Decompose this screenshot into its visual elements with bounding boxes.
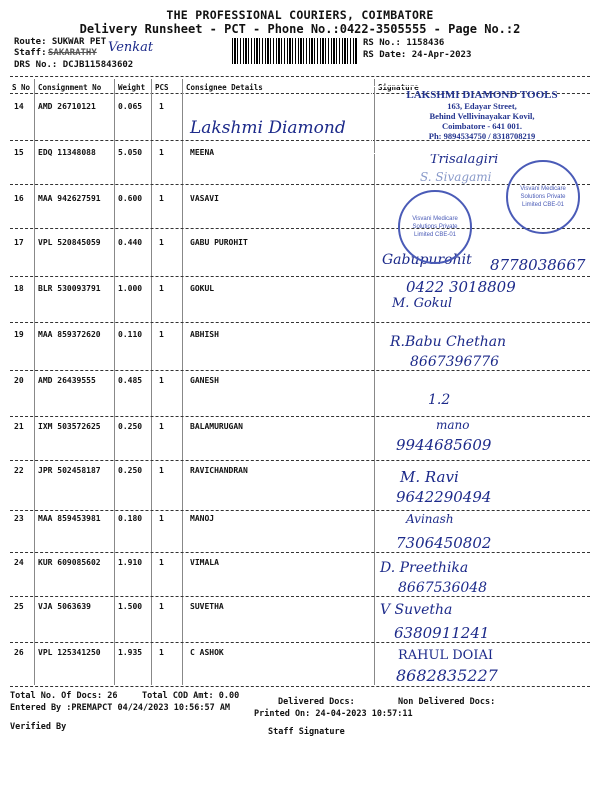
grid-line — [151, 79, 152, 685]
company-title: THE PROFESSIONAL COURIERS, COIMBATORE — [166, 8, 434, 22]
row-signature: V Suvetha — [380, 602, 453, 618]
rs-date: RS Date: 24-Apr-2023 — [363, 50, 472, 60]
row-consignee: SUVETHA — [190, 602, 224, 611]
row-pcs: 1 — [159, 284, 164, 293]
row-signature-2: S. Sivagami — [420, 170, 492, 184]
row-signature-2: 9642290494 — [396, 488, 492, 506]
row-divider — [10, 416, 590, 417]
row-sno: 21 — [14, 422, 24, 431]
col-sno: S No — [12, 83, 31, 92]
row-signature: Gabupurohit — [382, 252, 472, 268]
rs-number: RS No.: 1158436 — [363, 38, 445, 48]
row-divider — [10, 510, 590, 511]
row-weight: 0.250 — [118, 466, 143, 475]
row-sno: 25 — [14, 602, 24, 611]
row-consignee: VIMALA — [190, 558, 219, 567]
row-consignee: ABHISH — [190, 330, 219, 339]
verified-by: Verified By — [10, 722, 67, 732]
row-consignment: AMD 26710121 — [38, 102, 96, 111]
row-signature-2: 8778038667 — [490, 256, 586, 274]
row-consignment: EDQ 11348088 — [38, 148, 96, 157]
row-consignment: KUR 609085602 — [38, 558, 101, 567]
table-bottom-divider — [10, 686, 590, 687]
row-weight: 1.000 — [118, 284, 143, 293]
drs-number: DRS No.: DCJB115843602 — [14, 60, 134, 70]
row-signature: mano — [436, 418, 470, 432]
row-pcs: 1 — [159, 466, 164, 475]
row-weight: 0.180 — [118, 514, 143, 523]
row-sno: 14 — [14, 102, 24, 111]
row-consignee: MEENA — [190, 148, 215, 157]
row-divider — [10, 322, 590, 323]
row-divider — [10, 596, 590, 597]
staff-label: Staff: — [14, 48, 47, 58]
row-signature: Lakshmi Diamond — [190, 118, 346, 138]
row-pcs: 1 — [159, 514, 164, 523]
stamp-line: LAKSHMI DIAMOND TOOLS — [406, 89, 558, 101]
row-pcs: 1 — [159, 102, 164, 111]
row-divider — [10, 184, 590, 185]
row-consignment: MAA 859372620 — [38, 330, 101, 339]
total-docs: Total No. Of Docs: 26 — [10, 691, 118, 701]
row-consignment: IXM 503572625 — [38, 422, 101, 431]
row-pcs: 1 — [159, 376, 164, 385]
row-divider — [10, 370, 590, 371]
row-weight: 0.110 — [118, 330, 143, 339]
row-consignment: VPL 520845059 — [38, 238, 101, 247]
round-seal — [506, 160, 580, 234]
row-sno: 16 — [14, 194, 24, 203]
row-divider — [10, 642, 590, 643]
round-seal — [398, 190, 472, 264]
row-weight: 0.440 — [118, 238, 143, 247]
runsheet-title: Delivery Runsheet - PCT - Phone No.:0422-3505555 - Page No.:2 — [79, 22, 521, 36]
stamp-line: Ph: 9894534750 / 8318708219 — [428, 131, 536, 141]
row-weight: 0.485 — [118, 376, 143, 385]
row-sno: 24 — [14, 558, 24, 567]
seal-text: Visvani Medicare Solutions Private Limited CBE-01 — [412, 216, 458, 238]
row-sno: 19 — [14, 330, 24, 339]
row-weight: 0.600 — [118, 194, 143, 203]
row-consignee: C ASHOK — [190, 648, 224, 657]
row-consignee: GANESH — [190, 376, 219, 385]
row-signature-2: 8682835227 — [396, 666, 498, 685]
grid-line — [114, 79, 115, 685]
row-sno: 20 — [14, 376, 24, 385]
col-weight: Weight — [118, 83, 146, 92]
row-consignee: MANOJ — [190, 514, 215, 523]
non-delivered-docs: Non Delivered Docs: — [398, 697, 496, 707]
grid-line — [182, 79, 183, 685]
row-sno: 15 — [14, 148, 24, 157]
row-pcs: 1 — [159, 602, 164, 611]
seal-text: Visvani Medicare Solutions Private Limited CBE-01 — [520, 186, 566, 208]
grid-line — [34, 79, 35, 685]
row-signature: D. Preethika — [380, 560, 469, 576]
row-signature: M. Ravi — [400, 468, 459, 486]
row-consignment: MAA 942627591 — [38, 194, 101, 203]
row-consignment: AMD 26439555 — [38, 376, 96, 385]
row-weight: 1.935 — [118, 648, 143, 657]
col-signature: Signature — [378, 83, 419, 92]
row-weight: 1.910 — [118, 558, 143, 567]
row-sno: 18 — [14, 284, 24, 293]
entered-by: Entered By :PREMAPCT 04/24/2023 10:56:57 AM — [10, 703, 231, 713]
row-signature: Avinash — [406, 512, 454, 526]
route-label: Route: SUKWAR PET — [14, 37, 107, 47]
company-stamp — [372, 86, 592, 154]
delivered-docs: Delivered Docs: — [278, 697, 355, 707]
row-signature: Trisalagiri — [430, 152, 499, 167]
stamp-line: Coimbatore - 641 001. — [441, 121, 523, 131]
row-signature: RAHUL DOIAI — [398, 648, 493, 663]
row-consignment: JPR 502458187 — [38, 466, 101, 475]
row-signature: 0422 3018809 — [406, 278, 516, 296]
row-consignee: RAVICHANDRAN — [190, 466, 248, 475]
row-divider — [10, 552, 590, 553]
printed-on: Printed On: 24-04-2023 10:57:11 — [254, 709, 413, 719]
row-consignee: BALAMURUGAN — [190, 422, 243, 431]
row-sno: 23 — [14, 514, 24, 523]
row-pcs: 1 — [159, 148, 164, 157]
row-signature: R.Babu Chethan — [390, 334, 507, 350]
row-consignee: VASAVI — [190, 194, 219, 203]
row-pcs: 1 — [159, 558, 164, 567]
row-signature-2: 6380911241 — [394, 624, 490, 642]
row-pcs: 1 — [159, 422, 164, 431]
row-pcs: 1 — [159, 238, 164, 247]
row-weight: 0.065 — [118, 102, 143, 111]
row-signature-2: 8667536048 — [398, 580, 488, 596]
col-consignee: Consignee Details — [186, 83, 263, 92]
row-signature-2: 7306450802 — [396, 534, 492, 552]
row-sno: 17 — [14, 238, 24, 247]
stamp-line: Behind Vellivinayakar Kovil, — [429, 111, 535, 121]
col-pcs: PCS — [155, 83, 169, 92]
total-cod: Total COD Amt: 0.00 — [142, 691, 240, 701]
row-consignment: BLR 530093791 — [38, 284, 101, 293]
staff-signature: Staff Signature — [268, 727, 345, 737]
col-consignment: Consignment No — [38, 83, 102, 92]
row-pcs: 1 — [159, 330, 164, 339]
header-divider — [10, 76, 590, 77]
row-consignee: GABU PUROHIT — [190, 238, 248, 247]
staff-struck-name: SAKARATHY — [48, 48, 97, 58]
grid-line — [374, 79, 375, 685]
row-consignment: VJA 5063639 — [38, 602, 91, 611]
stamp-line: 163, Edayar Street, — [447, 101, 517, 111]
row-signature-2: 8667396776 — [410, 354, 500, 370]
row-signature-2: M. Gokul — [392, 296, 453, 311]
row-weight: 5.050 — [118, 148, 143, 157]
row-weight: 1.500 — [118, 602, 143, 611]
row-signature-2: 9944685609 — [396, 436, 492, 454]
row-signature: 1.2 — [428, 392, 451, 408]
row-consignment: VPL 125341250 — [38, 648, 101, 657]
row-pcs: 1 — [159, 648, 164, 657]
staff-handwritten-name: Venkat — [108, 40, 154, 55]
row-consignment: MAA 859453981 — [38, 514, 101, 523]
row-divider — [10, 460, 590, 461]
row-consignee: GOKUL — [190, 284, 215, 293]
row-divider — [10, 228, 590, 229]
row-pcs: 1 — [159, 194, 164, 203]
row-divider — [10, 276, 590, 277]
row-weight: 0.250 — [118, 422, 143, 431]
barcode — [232, 38, 357, 64]
row-sno: 26 — [14, 648, 24, 657]
row-sno: 22 — [14, 466, 24, 475]
